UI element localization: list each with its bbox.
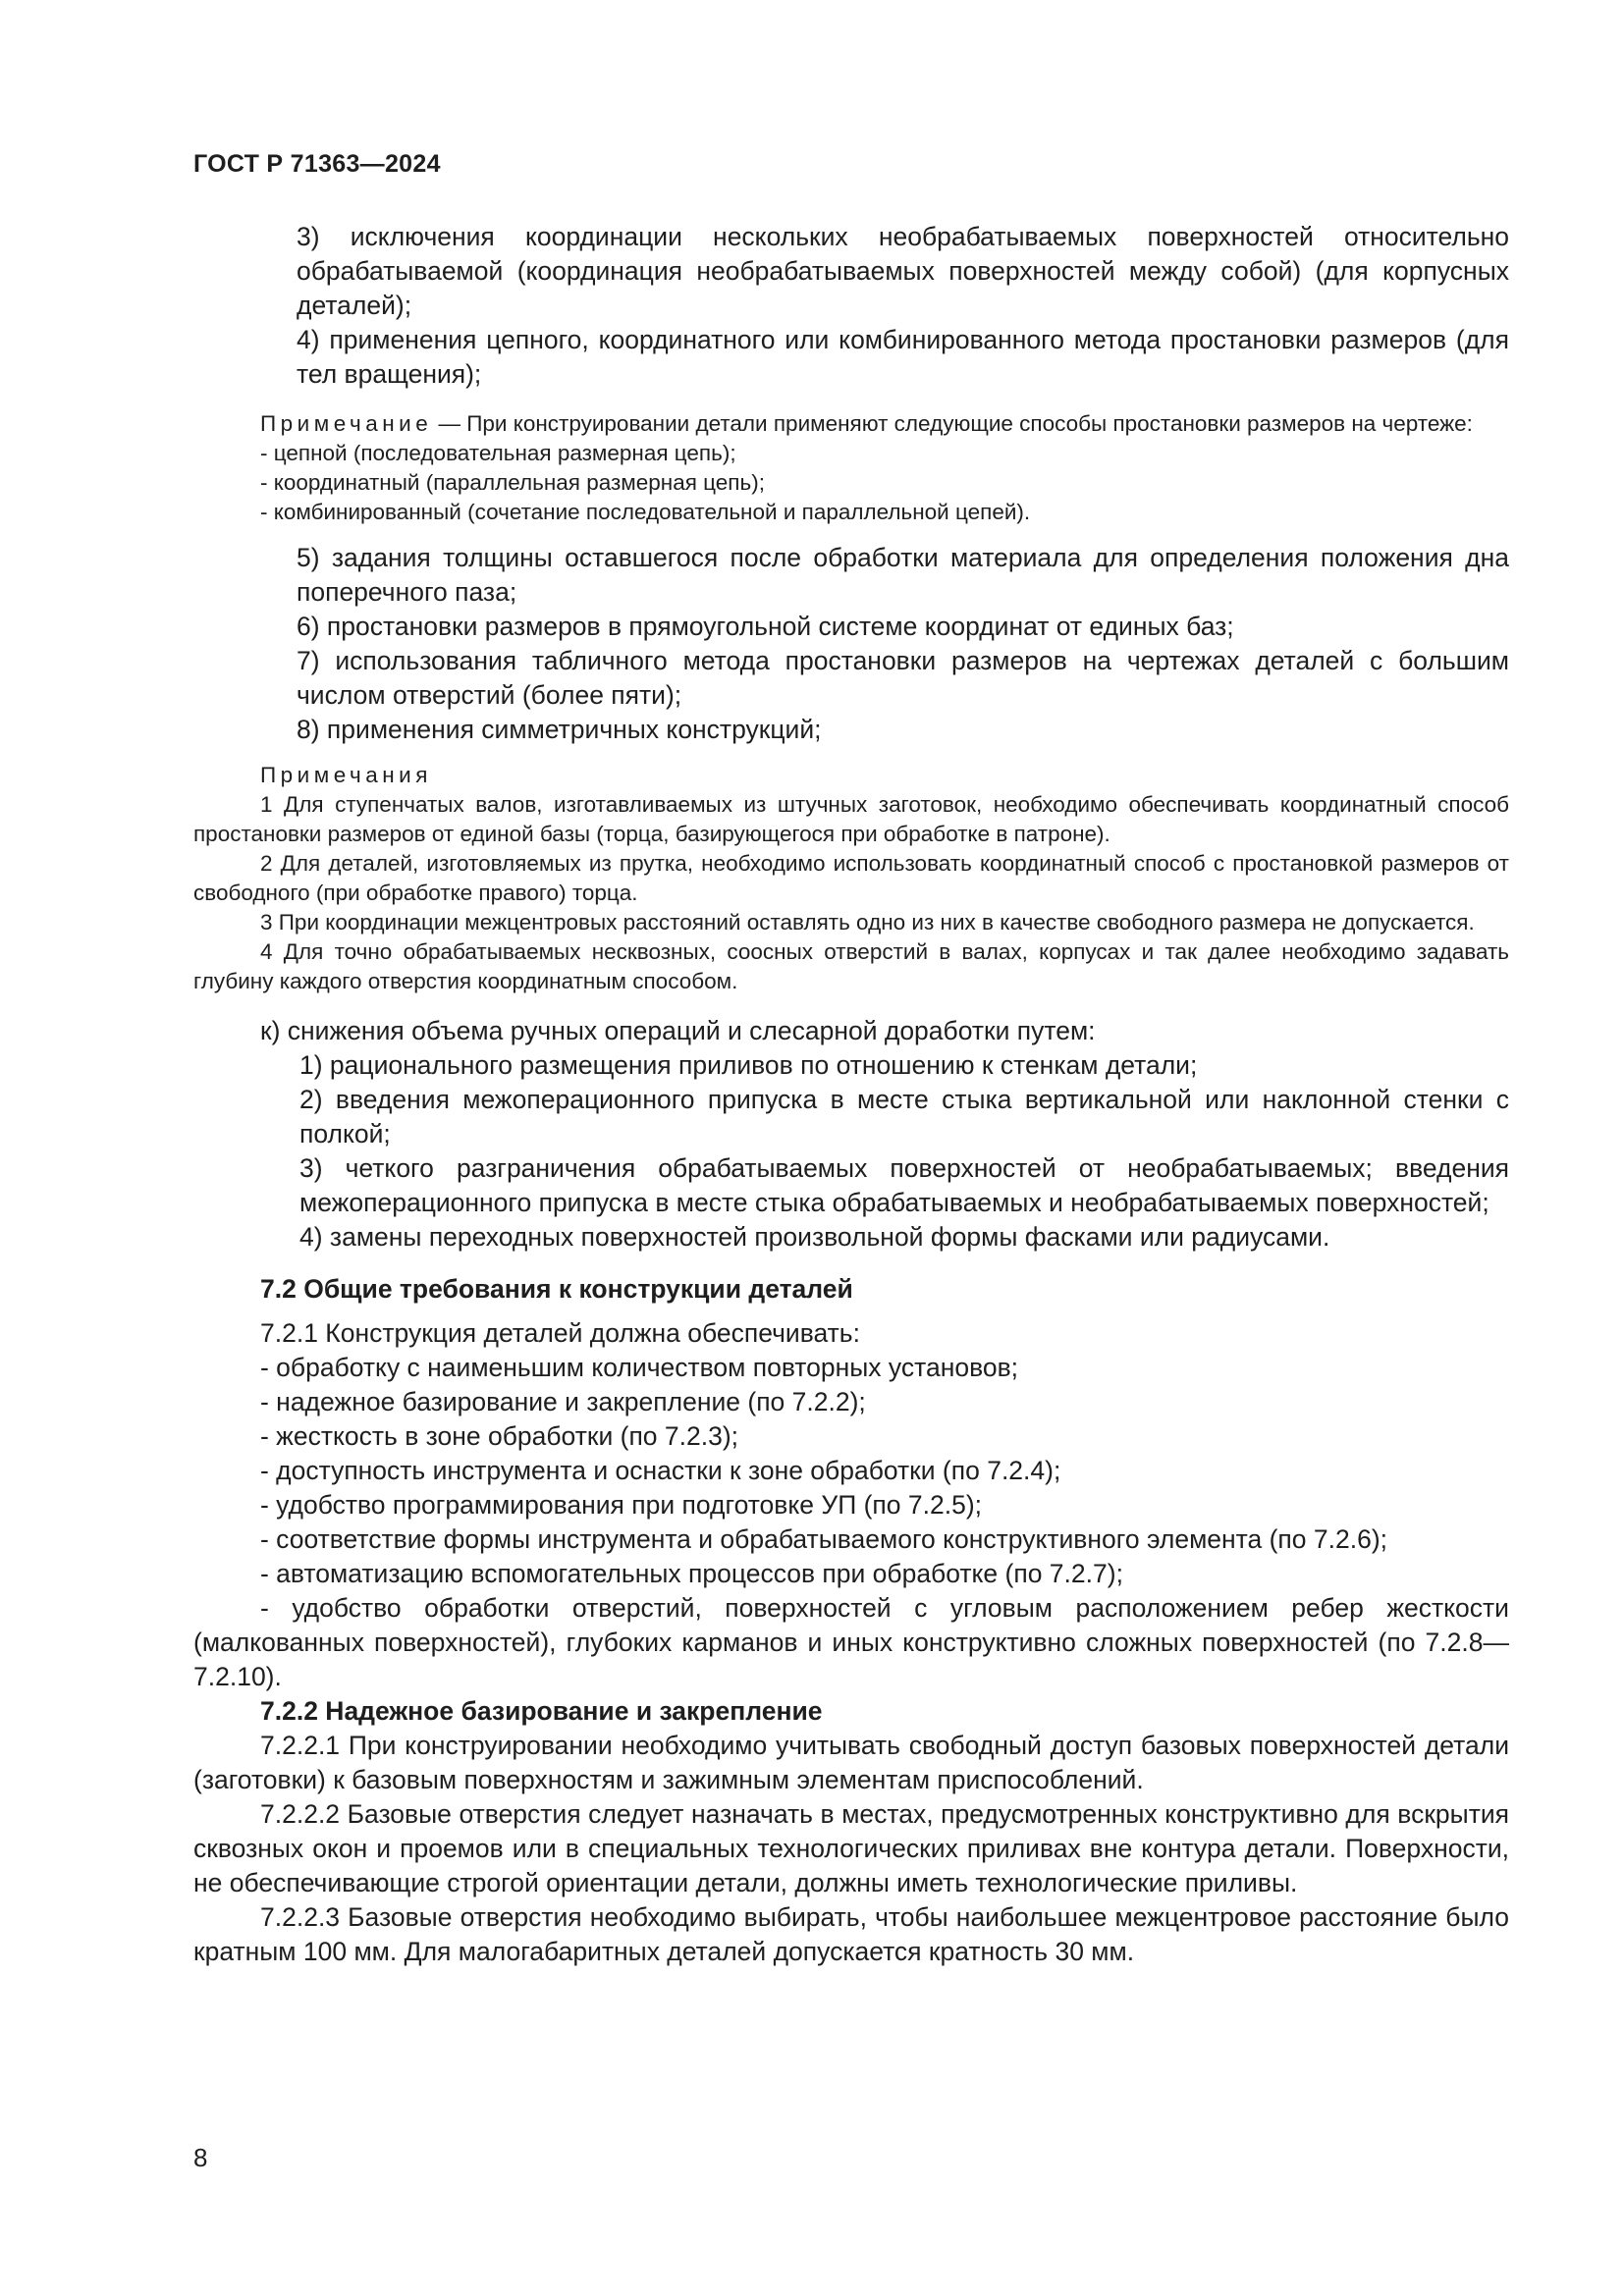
page-number: 8 <box>193 2143 208 2172</box>
notes-block <box>193 761 1509 996</box>
requirement-item: - надежное базирование и закрепление (по 7.2.2); <box>260 1387 866 1416</box>
requirement-item: - удобство программирования при подготовке УП (по 7.2.5); <box>260 1490 983 1520</box>
requirement-item: - автоматизацию вспомогательных процессов при обработке (по 7.2.7); <box>260 1559 1123 1588</box>
list-item-6: 6) простановки размеров в прямоугольной системе координат от единых баз; <box>297 612 1234 641</box>
note-list-item: - координатный (параллельная размерная цепь); <box>260 470 765 495</box>
requirement-item: - доступность инструмента и оснастки к зоне обработки (по 7.2.4); <box>260 1456 1061 1485</box>
clause-7-2-2-1: 7.2.2.1 При конструировании необходимо учитывать свободный доступ базовых поверхностей детали (заготовки) к базовым поверхностям и зажимным элементам приспособлений. <box>193 1731 1509 1794</box>
note-list-item: - комбинированный (сочетание последовательной и параллельной цепей). <box>260 500 1031 524</box>
note-text: — При конструировании детали применяют следующие способы простановки размеров на чертеже: <box>432 411 1473 436</box>
note-item-4: 4 Для точно обрабатываемых несквозных, соосных отверстий в валах, корпусах и так далее необходимо задавать глубину каждого отверстия координатным способом. <box>193 939 1509 993</box>
note-list-item: - цепной (последовательная размерная цепь); <box>260 441 736 465</box>
list-item-8: 8) применения симметричных конструкций; <box>297 715 822 744</box>
list-item-7: 7) использования табличного метода простановки размеров на чертежах деталей с большим числом отверстий (более пяти); <box>297 646 1509 710</box>
clause-7-2-1: 7.2.1 Конструкция деталей должна обеспечивать: <box>260 1318 860 1348</box>
note-block <box>193 409 1509 527</box>
note-paragraph <box>193 409 1509 439</box>
sub-item-4: 4) замены переходных поверхностей произвольной формы фасками или радиусами. <box>299 1222 1330 1252</box>
requirement-item: - соответствие формы инструмента и обрабатываемого конструктивного элемента (по 7.2.6); <box>260 1524 1388 1554</box>
clause-7-2-2-2: 7.2.2.2 Базовые отверстия следует назначать в местах, предусмотренных конструктивно для вскрытия сквозных окон и проемов или в специальных технологических приливах вне контура детали. Поверхности, не обеспечивающие строгой ориентации детали, должны иметь технологические приливы. <box>193 1799 1509 1897</box>
note-label: Примечание <box>260 411 433 436</box>
list-item-4: 4) применения цепного, координатного или комбинированного метода простановки размеров (для тел вращения); <box>297 325 1509 389</box>
section-heading-7-2: 7.2 Общие требования к конструкции деталей <box>260 1274 853 1304</box>
notes-label: Примечания <box>260 763 432 787</box>
section-heading-7-2-2: 7.2.2 Надежное базирование и закрепление <box>260 1696 823 1726</box>
note-item-1: 1 Для ступенчатых валов, изготавливаемых из штучных заготовок, необходимо обеспечивать координатный способ простановки размеров от единой базы (торца, базирующегося при обработке в патроне). <box>193 792 1509 846</box>
list-item-3: 3) исключения координации нескольких необрабатываемых поверхностей относительно обрабатываемой (координация необрабатываемых поверхностей между собой) (для корпусных деталей); <box>297 222 1509 320</box>
note-item-3: 3 При координации межцентровых расстояний оставлять одно из них в качестве свободного размера не допускается. <box>260 910 1475 934</box>
list-item-5: 5) задания толщины оставшегося после обработки материала для определения положения дна поперечного паза; <box>297 543 1509 607</box>
requirement-item: - жесткость в зоне обработки (по 7.2.3); <box>260 1421 739 1451</box>
note-item-2: 2 Для деталей, изготовляемых из прутка, необходимо использовать координатный способ с простановкой размеров от свободного (при обработке правого) торца. <box>193 851 1509 905</box>
requirement-item: - обработку с наименьшим количеством повторных установов; <box>260 1353 1019 1382</box>
requirement-item: - удобство обработки отверстий, поверхностей с угловым расположением ребер жесткости (малкованных поверхностей), глубоких карманов и иных конструктивно сложных поверхностей (по 7.2.8—7.2.10). <box>193 1593 1509 1691</box>
sub-item-3: 3) четкого разграничения обрабатываемых поверхностей от необрабатываемых; введения межоперационного припуска в месте стыка обрабатываемых и необрабатываемых поверхностей; <box>299 1153 1509 1217</box>
document-body <box>193 220 1509 1969</box>
sub-item-1: 1) рационального размещения приливов по отношению к стенкам детали; <box>299 1050 1198 1080</box>
sub-item-2: 2) введения межоперационного припуска в месте стыка вертикальной или наклонной стенки с полкой; <box>299 1085 1509 1148</box>
list-item-k: к) снижения объема ручных операций и слесарной доработки путем: <box>260 1016 1096 1045</box>
document-header: ГОСТ Р 71363—2024 <box>193 150 441 178</box>
clause-7-2-2-3: 7.2.2.3 Базовые отверстия необходимо выбирать, чтобы наибольшее межцентровое расстояние было кратным 100 мм. Для малогабаритных деталей допускается кратность 30 мм. <box>193 1902 1509 1966</box>
